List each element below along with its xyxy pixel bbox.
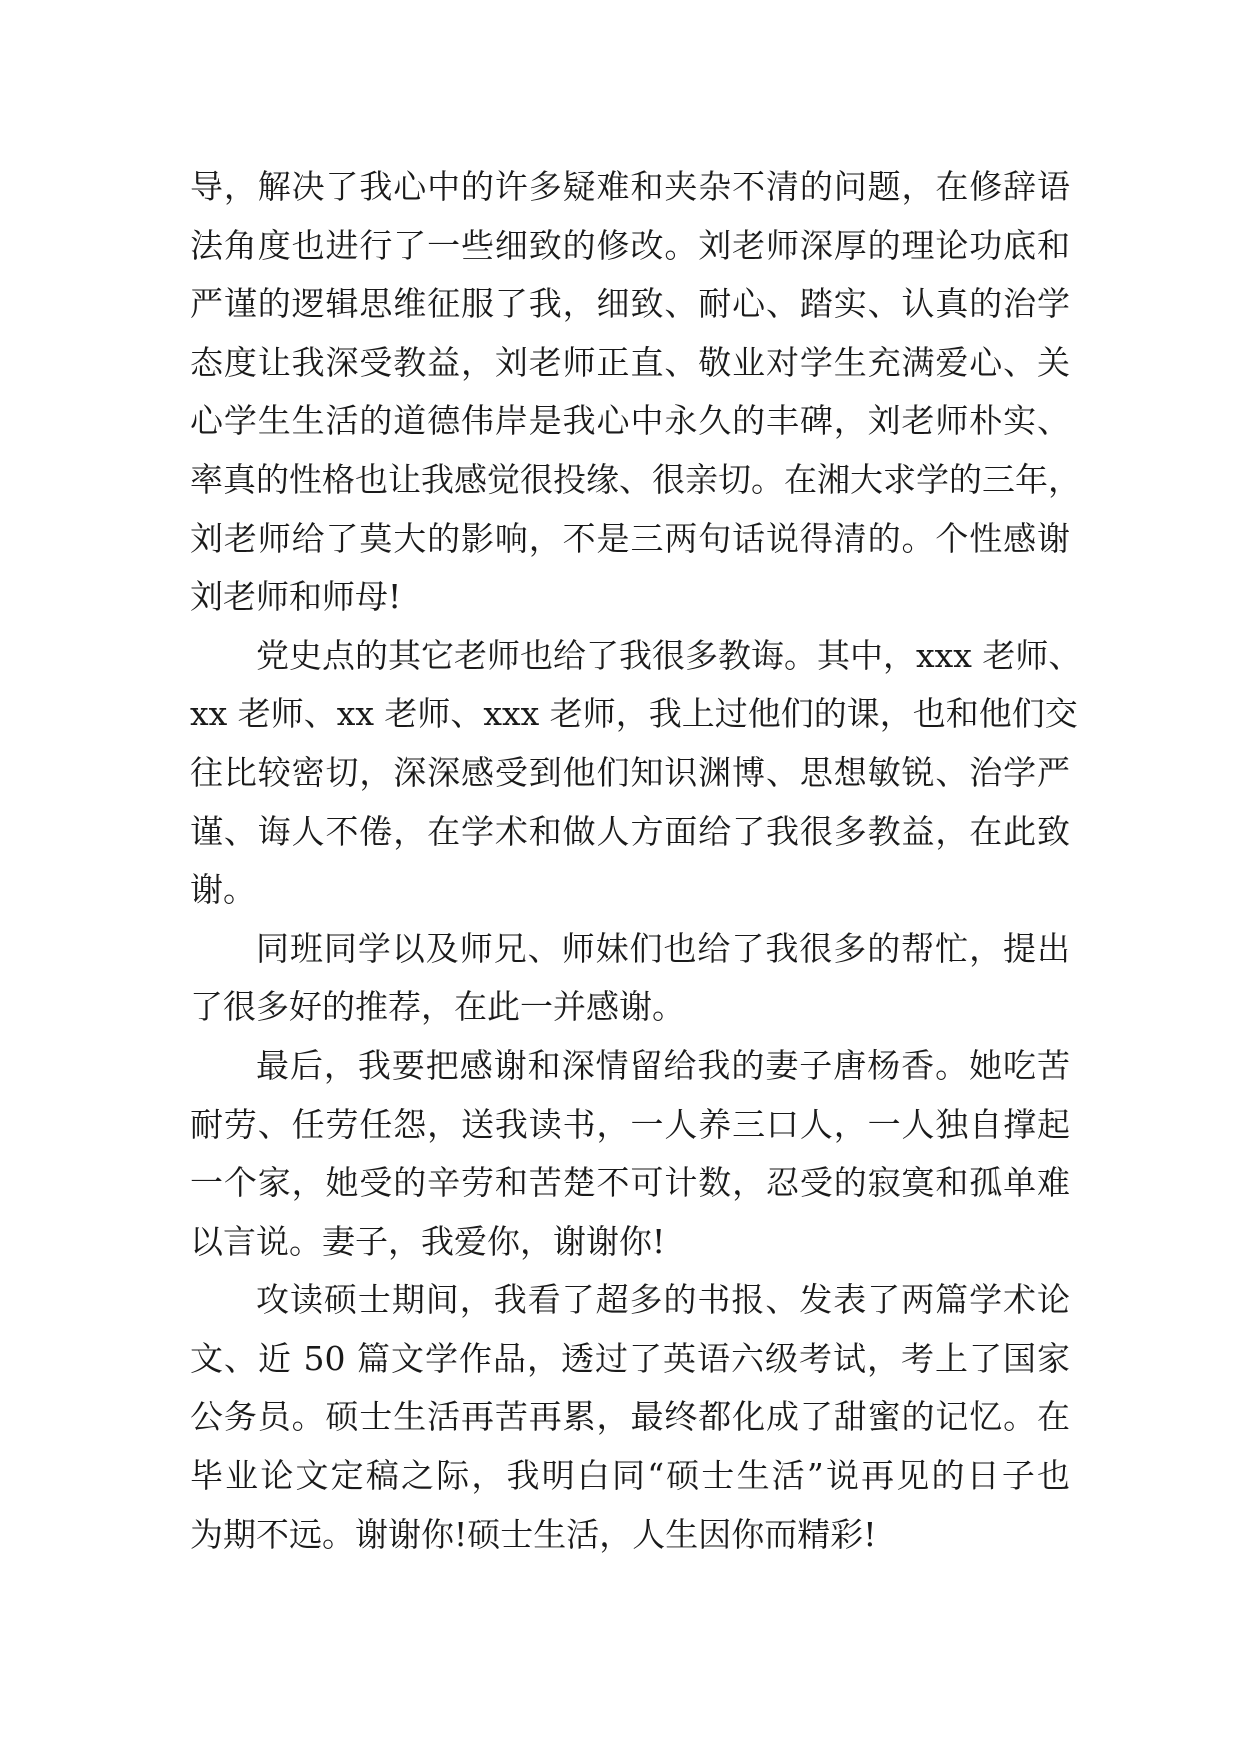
text-line: xx 老师、xx 老师、xxx 老师，我上过他们的课，也和他们交 [190, 694, 1078, 734]
paragraph-first-line: 同班同学以及师兄、师妹们也给了我很多的帮忙，提出 [256, 928, 1070, 968]
text-line: 心学生生活的道德伟岸是我心中永久的丰碑，刘老师朴实、 [190, 401, 1070, 441]
text-line: 导，解决了我心中的许多疑难和夹杂不清的问题，在修辞语 [190, 167, 1070, 206]
text-line: 毕业论文定稿之际，我明白同“硕士生活”说再见的日子也 [190, 1456, 1070, 1496]
text-line: 一个家，她受的辛劳和苦楚不可计数，忍受的寂寞和孤单难 [190, 1163, 1070, 1203]
text-line: 刘老师给了莫大的影响，不是三两句话说得清的。个性感谢 [190, 518, 1070, 558]
text-line: 谨、诲人不倦，在学术和做人方面给了我很多教益，在此致 [190, 811, 1070, 851]
text-line: 往比较密切，深深感受到他们知识渊博、思想敏锐、治学严 [190, 752, 1070, 792]
text-line: 率真的性格也让我感觉很投缘、很亲切。在湘大求学的三年， [190, 459, 1081, 499]
text-line: 态度让我深受教益，刘老师正直、敬业对学生充满爱心、关 [190, 342, 1070, 382]
text-line: 为期不远。谢谢你!硕士生活，人生因你而精彩! [190, 1514, 877, 1554]
paragraph-first-line: 最后，我要把感谢和深情留给我的妻子唐杨香。她吃苦 [256, 1045, 1070, 1085]
text-line: 文、近 50 篇文学作品，透过了英语六级考试，考上了国家 [190, 1338, 1070, 1378]
paragraph-first-line: 党史点的其它老师也给了我很多教诲。其中，xxx 老师、 [256, 635, 1082, 675]
text-line: 刘老师和师母! [190, 577, 402, 617]
body-text [190, 158, 1082, 1564]
text-line: 法角度也进行了一些细致的修改。刘老师深厚的理论功底和 [190, 225, 1070, 265]
text-line: 严谨的逻辑思维征服了我，细致、耐心、踏实、认真的治学 [190, 284, 1070, 324]
text-line: 谢。 [190, 870, 256, 910]
text-line: 了很多好的推荐，在此一并感谢。 [190, 987, 685, 1027]
text-line: 耐劳、任劳任怨，送我读书，一人养三口人，一人独自撑起 [190, 1104, 1070, 1144]
text-line: 公务员。硕士生活再苦再累，最终都化成了甜蜜的记忆。在 [190, 1397, 1070, 1437]
paragraph-first-line: 攻读硕士期间，我看了超多的书报、发表了两篇学术论 [256, 1280, 1070, 1320]
text-line: 以言说。妻子，我爱你，谢谢你! [190, 1221, 666, 1261]
